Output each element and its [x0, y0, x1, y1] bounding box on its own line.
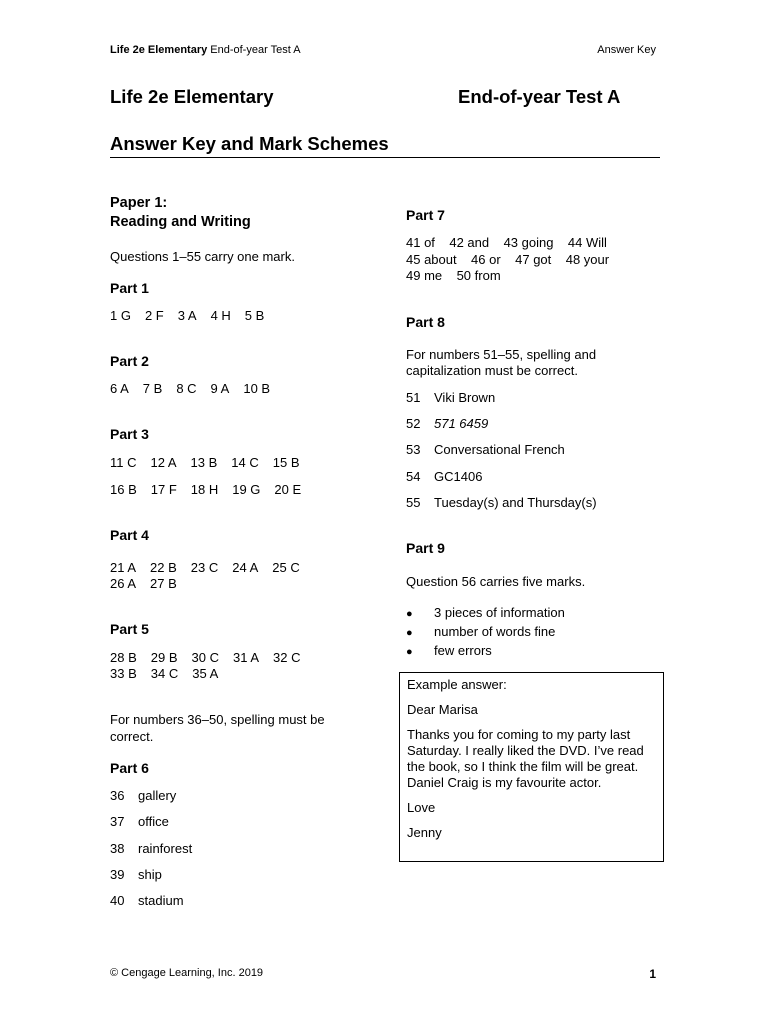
answer: 29 B — [150, 650, 178, 665]
item-answer: Viki Brown — [434, 390, 496, 405]
part5-answers-row1 — [110, 649, 314, 666]
part9-title: Part 9 — [406, 540, 445, 556]
item-number: 39 — [110, 867, 125, 882]
part8-item — [406, 494, 597, 511]
item-answer: 571 6459 — [434, 416, 489, 431]
item-number: 36 — [110, 788, 125, 803]
part6-title: Part 6 — [110, 760, 149, 776]
answer: 8 C — [176, 381, 197, 396]
answer: 30 C — [191, 650, 219, 665]
example-body: Thanks you for coming to my party last Saturday. I really liked the DVD. I’ve read the book, so I think the film will be great. Daniel Craig is my favourite actor. — [407, 727, 644, 790]
part8-item — [406, 415, 488, 432]
part5-answers-row2 — [110, 665, 232, 682]
answer: 11 C — [110, 455, 137, 470]
header-series: Life 2e Elementary — [110, 44, 208, 56]
part7-line: 49 me 50 from — [406, 268, 501, 283]
item-answer: rainforest — [138, 841, 193, 856]
item-answer: office — [138, 814, 169, 829]
example-answer-box — [399, 672, 664, 862]
footer-copyright: © Cengage Learning, Inc. 2019 — [110, 967, 264, 979]
answer: 17 F — [150, 482, 177, 497]
bullet-icon: ● — [406, 608, 413, 620]
item-number: 55 — [406, 495, 421, 510]
item-number: 54 — [406, 469, 421, 484]
header-test: End-of-year Test A — [207, 44, 301, 56]
answer: 18 H — [190, 482, 219, 497]
item-number: 40 — [110, 893, 125, 908]
part9-intro: Question 56 carries five marks. — [406, 574, 586, 589]
answer: 2 F — [144, 308, 164, 323]
answer: 16 B — [110, 482, 137, 497]
part8-note-line1: For numbers 51–55, spelling and — [406, 347, 597, 362]
item-number: 52 — [406, 416, 421, 431]
example-greeting: Dear Marisa — [407, 702, 478, 717]
answer: 26 A — [110, 576, 137, 591]
part3-title: Part 3 — [110, 426, 149, 442]
doc-title-right: End-of-year Test A — [458, 86, 621, 107]
bullet-item — [406, 623, 565, 642]
doc-title-left: Life 2e Elementary — [110, 86, 274, 107]
answer: 5 B — [244, 308, 265, 323]
part7-line: 45 about 46 or 47 got 48 your — [406, 252, 610, 267]
title-rule — [110, 157, 660, 158]
item-answer: ship — [138, 867, 162, 882]
answer: 25 C — [272, 560, 300, 575]
answer: 9 A — [210, 381, 230, 396]
answer: 35 A — [192, 666, 219, 681]
spelling-note-line1: For numbers 36–50, spelling must be — [110, 712, 325, 727]
part4-answers-row2 — [110, 575, 191, 592]
part7-title: Part 7 — [406, 207, 445, 223]
bullet-item — [406, 642, 565, 661]
answer: 10 B — [243, 381, 271, 396]
answer: 22 B — [150, 560, 177, 575]
part8-item — [406, 441, 565, 458]
part3-answers-row2 — [110, 481, 315, 498]
answer: 6 A — [110, 381, 129, 396]
example-label: Example answer: — [407, 677, 507, 692]
part4-title: Part 4 — [110, 527, 149, 543]
paper-heading-line2: Reading and Writing — [110, 214, 251, 230]
item-answer: Tuesday(s) and Thursday(s) — [434, 495, 597, 510]
part5-title: Part 5 — [110, 621, 149, 637]
paper-heading-line1: Paper 1: — [110, 195, 168, 211]
bullet-text: 3 pieces of information — [434, 605, 565, 620]
answer: 1 G — [110, 308, 131, 323]
answer: 15 B — [272, 455, 300, 470]
answer: 3 A — [177, 308, 197, 323]
item-number: 37 — [110, 814, 125, 829]
answer: 4 H — [210, 308, 231, 323]
part8-title: Part 8 — [406, 314, 445, 330]
answer: 14 C — [231, 455, 259, 470]
item-number: 38 — [110, 841, 125, 856]
answer: 21 A — [110, 560, 137, 575]
page-number: 1 — [649, 967, 656, 981]
part6-item — [110, 892, 184, 909]
part6-item — [110, 787, 176, 804]
running-header-left — [110, 44, 301, 56]
item-number: 53 — [406, 442, 421, 457]
part2-answers — [110, 380, 284, 397]
paper-intro: Questions 1–55 carry one mark. — [110, 249, 295, 264]
part4-answers-row1 — [110, 559, 314, 576]
bullet-item — [406, 604, 565, 623]
doc-subtitle: Answer Key and Mark Schemes — [110, 133, 389, 154]
part3-answers-row1 — [110, 454, 314, 471]
item-number: 51 — [406, 390, 421, 405]
item-answer: stadium — [138, 893, 184, 908]
part1-title: Part 1 — [110, 280, 149, 296]
answer: 23 C — [190, 560, 219, 575]
item-answer: GC1406 — [434, 469, 483, 484]
answer: 13 B — [190, 455, 218, 470]
part8-item — [406, 389, 495, 406]
part6-item — [110, 866, 162, 883]
example-signoff: Love — [407, 800, 436, 815]
bullet-text: number of words fine — [434, 624, 556, 639]
example-name: Jenny — [407, 825, 442, 840]
answer: 31 A — [232, 650, 259, 665]
part2-title: Part 2 — [110, 353, 149, 369]
answer: 28 B — [110, 650, 137, 665]
answer: 7 B — [142, 381, 163, 396]
part6-item — [110, 813, 169, 830]
answer: 19 G — [232, 482, 261, 497]
part7-line: 41 of 42 and 43 going 44 Will — [406, 235, 607, 250]
part1-answers — [110, 307, 278, 324]
answer: 12 A — [150, 455, 177, 470]
bullet-text: few errors — [434, 643, 492, 658]
answer: 33 B — [110, 666, 137, 681]
part8-note-line2: capitalization must be correct. — [406, 363, 578, 378]
bullet-icon: ● — [406, 646, 413, 658]
answer: 34 C — [150, 666, 179, 681]
part8-item — [406, 468, 482, 485]
answer: 32 C — [273, 650, 301, 665]
item-answer: Conversational French — [434, 442, 565, 457]
spelling-note-line2: correct. — [110, 729, 154, 744]
answer: 27 B — [150, 576, 177, 591]
running-header-right: Answer Key — [597, 44, 656, 56]
part9-bullet-list — [406, 604, 565, 661]
answer: 24 A — [232, 560, 259, 575]
bullet-icon: ● — [406, 627, 413, 639]
part6-item — [110, 840, 192, 857]
answer: 20 E — [274, 482, 302, 497]
item-answer: gallery — [138, 788, 177, 803]
